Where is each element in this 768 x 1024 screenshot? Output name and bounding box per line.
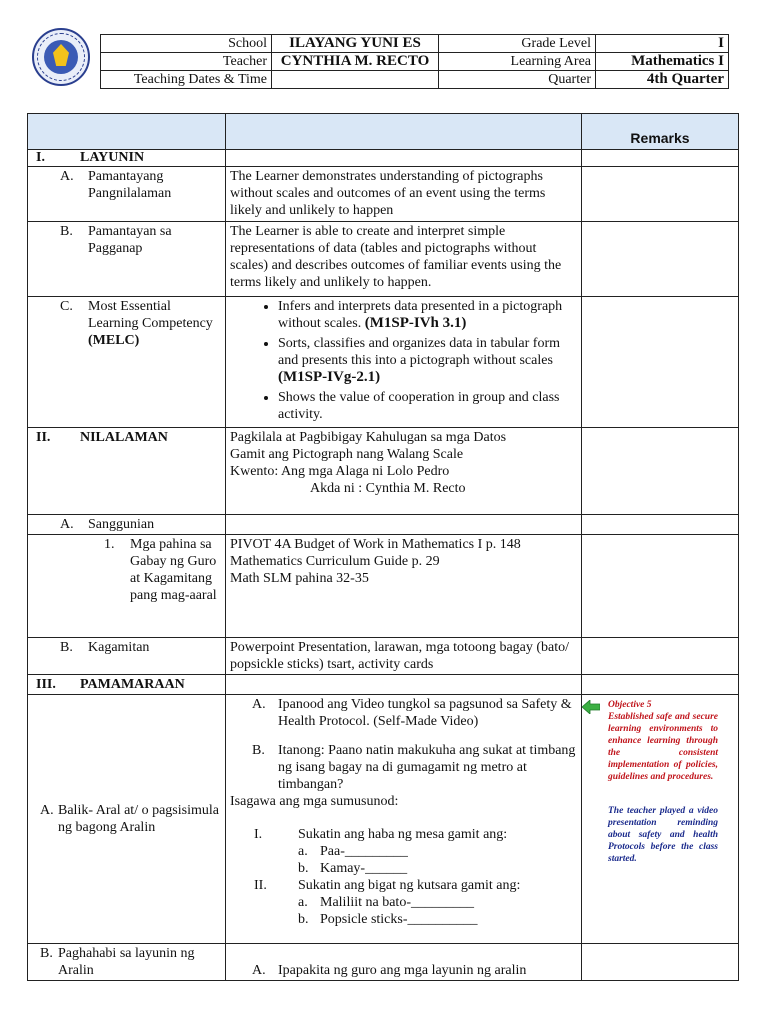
- row-label: Sanggunian: [88, 517, 155, 532]
- row-label: Pamantayang Pangnilalaman: [88, 169, 172, 201]
- row-content: Powerpoint Presentation, larawan, mga totoong bagay (bato/ popsickle sticks) tsart, activity cards: [226, 638, 582, 675]
- content-line: Isagawa ang mga sumusunod:: [230, 794, 399, 809]
- section-number: I.: [36, 150, 45, 165]
- row-kagamitan: B. Kagamitan Powerpoint Presentation, larawan, mga totoong bagay (bato/ popsickle sticks) tsart, activity cards: [28, 638, 739, 675]
- area-label: Learning Area: [439, 53, 596, 71]
- area-value: Mathematics I: [596, 53, 729, 71]
- row-label: Balik- Aral at/ o pagsisimula ng bagong Aralin: [58, 803, 219, 835]
- school-value: ILAYANG YUNI ES: [272, 35, 439, 53]
- objective-text: Established safe and secure learning environments to enhance learning through the consistent implementation of policies, guidelines and procedures.: [608, 712, 718, 782]
- content-item: Ipanood ang Video tungkol sa pagsunod sa Safety & Health Protocol. (Self-Made Video): [278, 697, 572, 729]
- content-line: Akda ni : Cynthia M. Recto: [310, 481, 466, 496]
- list-item: • Shows the value of cooperation in group and class activity.: [278, 389, 577, 423]
- school-label: School: [101, 35, 272, 53]
- row-melc: C. Most Essential Learning Competency (MELC) • Infers and interprets data presented in a pictograph without scales. (M1SP-IVh 3.1) • Sorts, classifies and organizes data in tabular form and presents this into a pictograph without scales (M1SP-IVg-2.1) • Shows the value of cooperation in group and class activity.: [28, 297, 739, 428]
- section-nilalaman: [28, 428, 739, 515]
- section-title: PAMAMARAAN: [80, 677, 185, 692]
- grade-value: I: [596, 35, 729, 53]
- row-sanggunian: A. Sanggunian: [28, 515, 739, 535]
- table-header-row: [28, 114, 739, 150]
- section-title: LAYUNIN: [80, 150, 145, 165]
- content-line: PIVOT 4A Budget of Work in Mathematics I p. 148: [230, 537, 521, 552]
- remarks-header: Remarks: [582, 114, 739, 150]
- lesson-plan-table: [27, 113, 739, 981]
- melc-list: [230, 298, 577, 423]
- content-item: Ipapakita ng guro ang mga layunin ng aralin: [278, 963, 527, 978]
- row-balik-aral: A. Balik- Aral at/ o pagsisimula ng bagong Aralin A. Ipanood ang Video tungkol sa pagsunod sa Safety & Health Protocol. (Self-Made Video) B. Itanong: Paano natin makukuha ang sukat at timbang ng isang bagay na di gumagamit ng metro at timbangan? Isagawa ang mga sumusunod: I. Sukatin ang haba ng mesa gamit ang: a. Paa-_________ b. Kamay-______ II. Sukatin ang bigat ng kutsara gamit ang: a. Maliliit na bato-_________ b. Popsicle sticks-__________ Objective 5 Established safe and secure learning environments to enhance learning through the consistent implementation of policies, guidelines and procedures. The teacher played a video presentation reminding about safety and health Protocols before the class started.: [28, 695, 739, 944]
- content-item: Paa-_________: [320, 844, 408, 859]
- dates-label: Teaching Dates & Time: [101, 71, 272, 89]
- content-line: Kwento: Ang mga Alaga ni Lolo Pedro: [230, 464, 450, 479]
- row-pamantayan-sa-pagganap: B. Pamantayan sa Pagganap The Learner is able to create and interpret simple representations of data (tables and pictographs without scales) and describes outcomes of familiar events using the terms likely and unlikely to happen.: [28, 222, 739, 297]
- objective-note: The teacher played a video presentation reminding about safety and health Protocols before the class started.: [608, 806, 718, 864]
- header-info-table: [100, 34, 729, 89]
- section-pamamaraan: [28, 675, 739, 695]
- list-item: • Infers and interprets data presented in a pictograph without scales. (M1SP-IVh 3.1): [278, 298, 577, 332]
- content-line: Mathematics Curriculum Guide p. 29: [230, 554, 440, 569]
- list-item: • Sorts, classifies and organizes data in tabular form and presents this into a pictograph without scales (M1SP-IVg-2.1): [278, 335, 577, 386]
- section-title: NILALAMAN: [80, 430, 168, 445]
- row-pamantayang-pangnilalaman: A. Pamantayang Pangnilalaman The Learner demonstrates understanding of pictographs without scales and outcomes of an event using the terms likely and unlikely to happen: [28, 167, 739, 222]
- melc-label: (MELC): [88, 333, 140, 348]
- section-layunin: [28, 150, 739, 167]
- content-line: Math SLM pahina 32-35: [230, 571, 369, 586]
- arrow-left-icon: [582, 700, 600, 714]
- content-line: Gamit ang Pictograph nang Walang Scale: [230, 447, 464, 462]
- objective-title: Objective 5: [608, 700, 652, 710]
- teacher-label: Teacher: [101, 53, 272, 71]
- grade-label: Grade Level: [439, 35, 596, 53]
- content-item: Maliliit na bato-_________: [320, 895, 474, 910]
- content-item: Kamay-______: [320, 861, 408, 876]
- section-number: III.: [36, 677, 56, 692]
- row-label: Pamantayan sa Pagganap: [88, 224, 172, 256]
- teacher-value: CYNTHIA M. RECTO: [272, 53, 439, 71]
- row-paghahabi: B. Paghahabi sa layunin ng Aralin A. Ipapakita ng guro ang mga layunin ng aralin: [28, 944, 739, 981]
- content-item: Itanong: Paano natin makukuha ang sukat at timbang ng isang bagay na di gumagamit ng metro at timbangan?: [278, 743, 576, 792]
- row-label: Paghahabi sa layunin ng Aralin: [58, 946, 195, 978]
- row-mga-pahina: 1. Mga pahina sa Gabay ng Guro at Kagamitang pang mag-aaral PIVOT 4A Budget of Work in Mathematics I p. 148 Mathematics Curriculum Guide p. 29 Math SLM pahina 32-35: [28, 535, 739, 638]
- dates-value: [272, 71, 439, 89]
- row-label: Kagamitan: [88, 640, 150, 655]
- row-content: The Learner is able to create and interpret simple representations of data (tables and pictographs without scales) and describes outcomes of familiar events using the terms likely and unlikely to happen.: [226, 222, 582, 297]
- content-item: Sukatin ang haba ng mesa gamit ang:: [298, 827, 508, 842]
- quarter-label: Quarter: [439, 71, 596, 89]
- row-content: The Learner demonstrates understanding of pictographs without scales and outcomes of an event using the terms likely and unlikely to happen: [226, 167, 582, 222]
- quarter-value: 4th Quarter: [596, 71, 729, 89]
- row-label: Most Essential Learning Competency: [88, 299, 213, 331]
- content-item: Sukatin ang bigat ng kutsara gamit ang:: [298, 878, 521, 893]
- content-line: Pagkilala at Pagbibigay Kahulugan sa mga Datos: [230, 430, 507, 445]
- deped-seal-logo: [32, 28, 90, 86]
- section-number: II.: [36, 430, 51, 445]
- row-label: Mga pahina sa Gabay ng Guro at Kagamitang pang mag-aaral: [130, 537, 217, 603]
- content-item: Popsicle sticks-__________: [320, 912, 478, 927]
